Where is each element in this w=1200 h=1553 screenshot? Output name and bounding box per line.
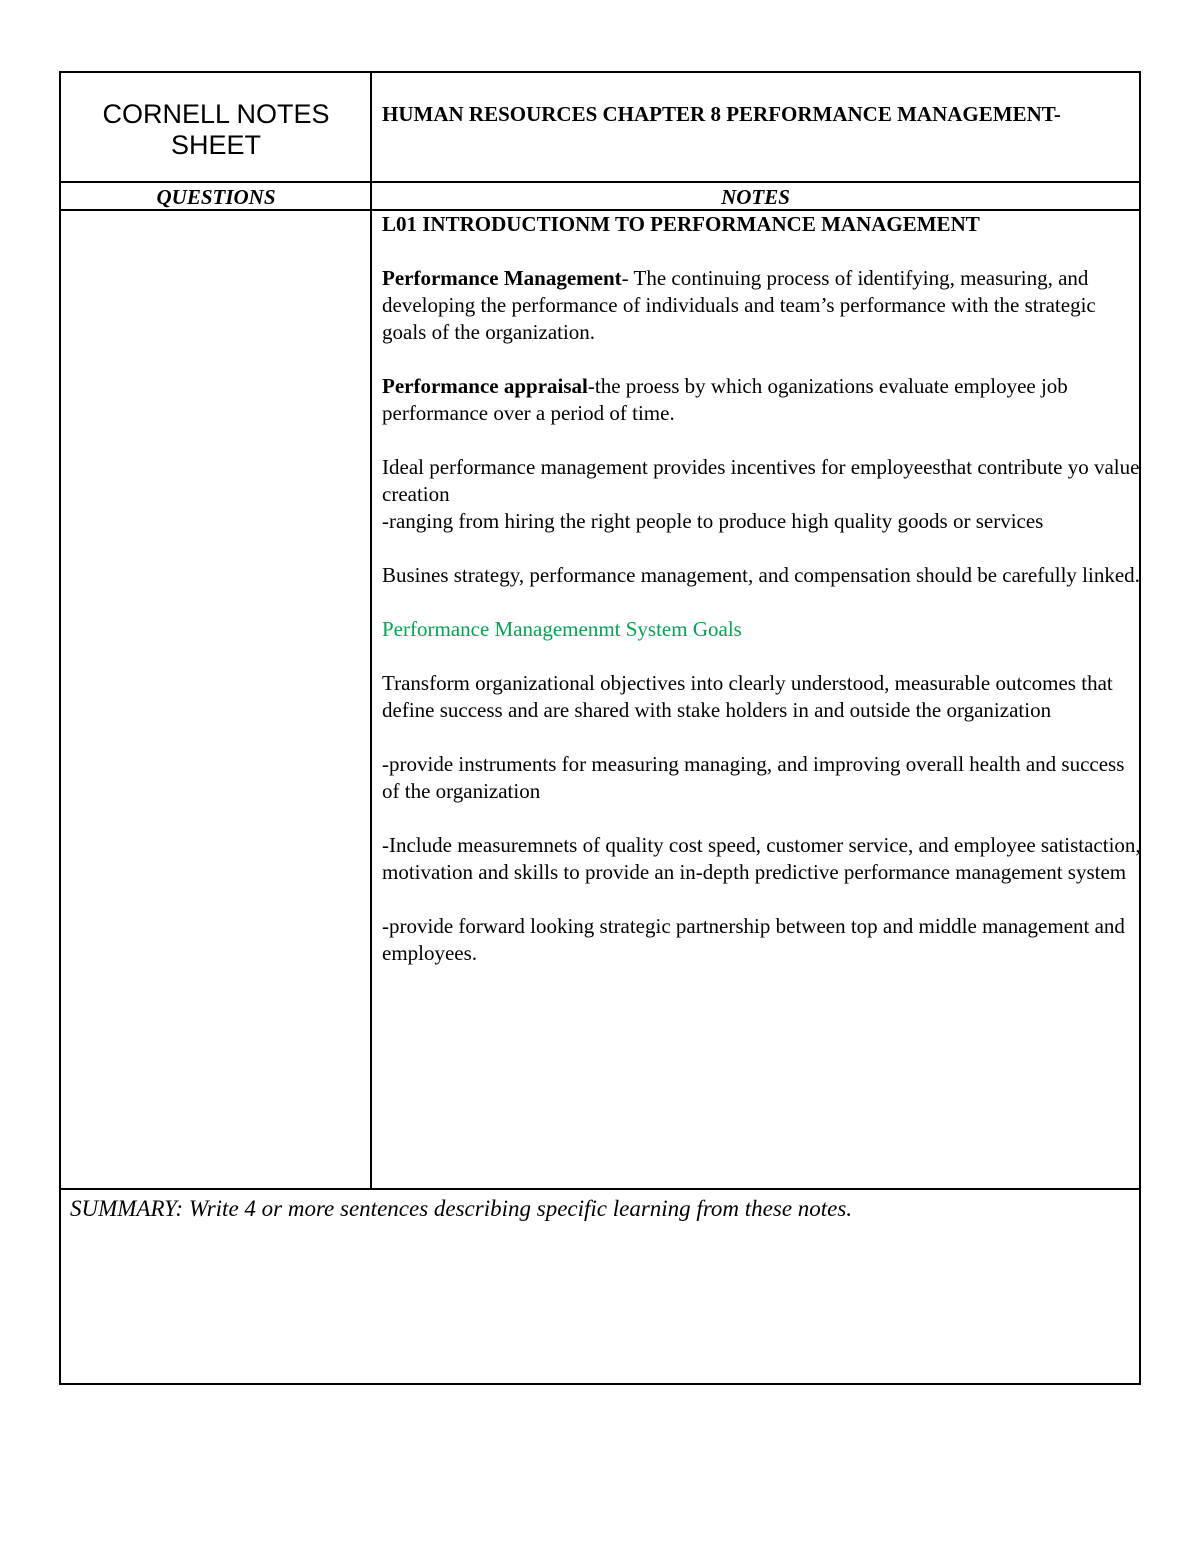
notes-column-label: NOTES bbox=[721, 185, 790, 209]
goal-item: Transform organizational objectives into clearly understood, measurable outcomes that define success and are shared with stake holders in and outside the organization bbox=[382, 671, 1113, 722]
notes-content bbox=[382, 211, 1142, 994]
performance-appraisal-definition bbox=[382, 373, 1142, 427]
performance-management-definition bbox=[382, 265, 1142, 346]
note-line: Ideal performance management provides incentives for employeesthat contribute yo value creation bbox=[382, 455, 1140, 506]
goal-item: -provide instruments for measuring managing, and improving overall health and success of the organization bbox=[382, 752, 1125, 803]
goals-heading: Performance Managemenmt System Goals bbox=[382, 617, 742, 641]
goal-item: -Include measuremnets of quality cost speed, customer service, and employee satistaction, motivation and skills to provide an in-depth predictive performance management system bbox=[382, 833, 1141, 884]
term: Performance Management bbox=[382, 266, 622, 290]
sheet-title: CORNELL NOTES SHEET bbox=[102, 98, 330, 160]
column-divider bbox=[370, 73, 372, 1190]
summary-prompt: SUMMARY: Write 4 or more sentences describing specific learning from these notes. bbox=[70, 1196, 853, 1221]
summary-divider bbox=[61, 1188, 1139, 1190]
questions-column-label: QUESTIONS bbox=[156, 185, 276, 209]
definition: -the proess by which oganizations evaluate employee job performance over a period of time. bbox=[382, 374, 1068, 425]
section-title: L01 INTRODUCTIONM TO PERFORMANCE MANAGEMENT bbox=[382, 212, 980, 236]
note-line: -ranging from hiring the right people to produce high quality goods or services bbox=[382, 509, 1044, 533]
cornell-notes-table bbox=[59, 71, 1141, 1385]
strategy-note: Busines strategy, performance management, and compensation should be carefully linked. bbox=[382, 563, 1140, 587]
definition: - The continuing process of identifying, measuring, and developing the performance of individuals and team’s performance with the strategic goals of the organization. bbox=[382, 266, 1096, 344]
goal-item: -provide forward looking strategic partnership between top and middle management and employees. bbox=[382, 914, 1125, 965]
chapter-title: HUMAN RESOURCES CHAPTER 8 PERFORMANCE MANAGEMENT- bbox=[382, 102, 1061, 126]
term: Performance appraisal bbox=[382, 374, 588, 398]
ideal-performance-note bbox=[382, 454, 1142, 535]
